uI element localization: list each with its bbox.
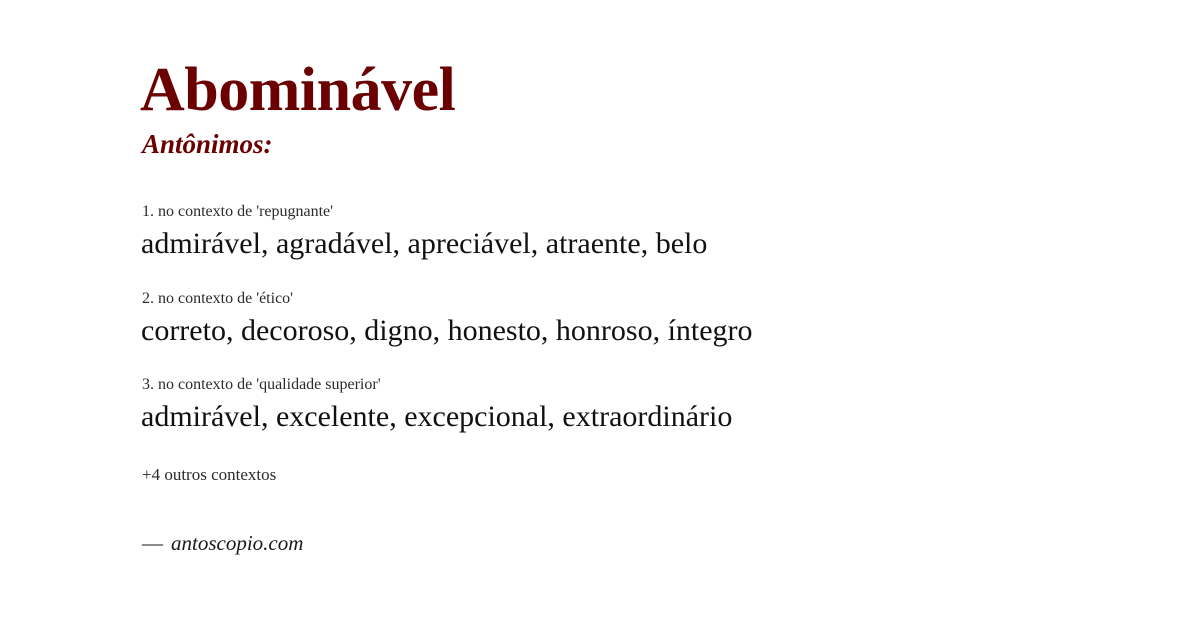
sense-context-label: 1. no contexto de 'repugnante': [142, 203, 334, 221]
sense-antonyms: correto, decoroso, digno, honesto, honroso, íntegro: [141, 313, 753, 347]
section-label-antonyms: Antônimos:: [142, 129, 273, 160]
em-dash: —: [142, 531, 163, 556]
sense-context-label: 3. no contexto de 'qualidade superior': [142, 376, 381, 394]
page-title: Abominável: [140, 56, 456, 124]
list-item: [140, 202, 1060, 262]
sense-context-label: 2. no contexto de 'ético': [142, 289, 294, 307]
more-contexts-note: +4 outros contextos: [142, 465, 277, 485]
source-name: antoscopio.com: [171, 531, 304, 556]
sense-antonyms: admirável, excelente, excepcional, extraordinário: [141, 399, 733, 433]
source-attribution: [142, 531, 1060, 556]
list-item: [140, 375, 1060, 435]
sense-list: [140, 202, 1060, 435]
list-item: [140, 289, 1060, 349]
sense-antonyms: admirável, agradável, apreciável, atraente, belo: [141, 227, 708, 261]
